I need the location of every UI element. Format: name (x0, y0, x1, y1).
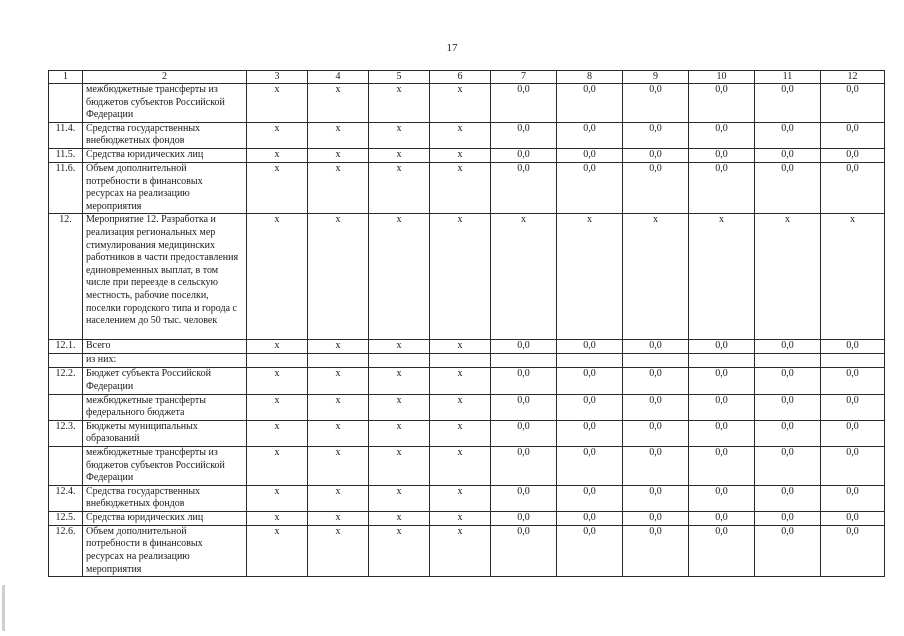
table-cell: 0,0 (557, 162, 623, 213)
scan-edge-mark (2, 585, 5, 631)
row-description: Бюджеты муниципальных образований (83, 420, 247, 446)
table-row (49, 446, 885, 485)
table-row (49, 525, 885, 576)
table-cell: x (491, 214, 557, 340)
table-cell: x (369, 485, 430, 511)
row-number (49, 354, 83, 368)
table-cell: x (369, 511, 430, 525)
table-cell: 0,0 (557, 340, 623, 354)
table-cell: x (369, 394, 430, 420)
table-cell: x (247, 340, 308, 354)
table-cell: 0,0 (491, 122, 557, 148)
table-cell: x (308, 340, 369, 354)
table-cell (623, 354, 689, 368)
table-cell: x (430, 148, 491, 162)
row-description: Средства юридических лиц (83, 148, 247, 162)
table-cell: x (369, 122, 430, 148)
table-cell: 0,0 (491, 485, 557, 511)
table-cell: 0,0 (755, 368, 821, 394)
table-cell: 0,0 (557, 394, 623, 420)
table-row (49, 368, 885, 394)
table-cell: x (430, 162, 491, 213)
table-cell: 0,0 (623, 525, 689, 576)
table-cell: x (308, 368, 369, 394)
table-cell: x (308, 485, 369, 511)
table-row (49, 485, 885, 511)
row-description: Средства государственных внебюджетных фондов (83, 122, 247, 148)
table-cell: 0,0 (755, 420, 821, 446)
table-cell: x (247, 214, 308, 340)
table-cell: x (430, 485, 491, 511)
row-number: 12.6. (49, 525, 83, 576)
page-number: 17 (446, 42, 458, 54)
table-cell: 0,0 (491, 446, 557, 485)
table-cell (557, 354, 623, 368)
row-number: 12.3. (49, 420, 83, 446)
table-cell: 0,0 (491, 511, 557, 525)
table-cell: 0,0 (557, 525, 623, 576)
table-cell: 0,0 (623, 511, 689, 525)
table-cell: x (430, 525, 491, 576)
table-cell: 0,0 (821, 511, 885, 525)
table-cell: 0,0 (689, 340, 755, 354)
table-cell: 0,0 (689, 148, 755, 162)
column-header: 6 (430, 71, 491, 84)
table-cell: 0,0 (755, 511, 821, 525)
table-cell: 0,0 (821, 368, 885, 394)
row-number: 11.5. (49, 148, 83, 162)
table-cell: 0,0 (557, 485, 623, 511)
table-cell: 0,0 (623, 162, 689, 213)
table-cell: 0,0 (821, 446, 885, 485)
table-cell: 0,0 (491, 148, 557, 162)
table-cell (369, 354, 430, 368)
table-cell: x (247, 485, 308, 511)
table-cell: x (247, 162, 308, 213)
table-cell (247, 354, 308, 368)
table-cell: x (247, 420, 308, 446)
table-cell: 0,0 (491, 368, 557, 394)
column-header: 9 (623, 71, 689, 84)
row-description: Всего (83, 340, 247, 354)
table-cell: 0,0 (689, 420, 755, 446)
table-row (49, 84, 885, 123)
table-row (49, 340, 885, 354)
table-cell: 0,0 (755, 148, 821, 162)
table-cell: 0,0 (557, 122, 623, 148)
budget-table (48, 70, 885, 577)
table-cell: x (623, 214, 689, 340)
table-cell: 0,0 (491, 84, 557, 123)
table-cell: 0,0 (689, 485, 755, 511)
table-cell: 0,0 (689, 368, 755, 394)
table-cell: 0,0 (689, 394, 755, 420)
table-cell: x (308, 162, 369, 213)
table-cell: 0,0 (755, 394, 821, 420)
table-cell: 0,0 (623, 446, 689, 485)
table-cell: 0,0 (557, 511, 623, 525)
table-cell (308, 354, 369, 368)
table-cell: x (430, 446, 491, 485)
row-description: Мероприятие 12. Разработка и реализация региональных мер стимулирования медицинских работников в части предоставления единовременных выплат, в том числе при переезде в сельскую местность, рабочие поселки, поселки городского типа и города с населением до 50 тыс. человек (83, 214, 247, 340)
table-cell (821, 354, 885, 368)
table-cell: 0,0 (491, 162, 557, 213)
table-cell: x (430, 368, 491, 394)
table-cell: 0,0 (821, 162, 885, 213)
table-cell (430, 354, 491, 368)
table-cell: x (308, 511, 369, 525)
table-cell: x (247, 148, 308, 162)
column-header: 10 (689, 71, 755, 84)
table-cell: 0,0 (821, 525, 885, 576)
table-cell: 0,0 (821, 485, 885, 511)
table-cell: 0,0 (689, 84, 755, 123)
row-number: 11.4. (49, 122, 83, 148)
table-cell: 0,0 (755, 340, 821, 354)
table-row (49, 162, 885, 213)
table-cell: x (247, 368, 308, 394)
row-number: 12.4. (49, 485, 83, 511)
column-header: 5 (369, 71, 430, 84)
table-cell: x (369, 340, 430, 354)
table-cell: x (430, 420, 491, 446)
table-cell: x (821, 214, 885, 340)
row-number: 12.1. (49, 340, 83, 354)
column-header: 11 (755, 71, 821, 84)
table-cell: 0,0 (755, 525, 821, 576)
table-cell (491, 354, 557, 368)
table-cell: x (369, 162, 430, 213)
row-number (49, 394, 83, 420)
row-description: Средства юридических лиц (83, 511, 247, 525)
table-cell: x (430, 214, 491, 340)
table-cell: x (247, 122, 308, 148)
table-cell: x (430, 511, 491, 525)
row-description: Бюджет субъекта Российской Федерации (83, 368, 247, 394)
table-cell: 0,0 (557, 148, 623, 162)
table-cell: 0,0 (755, 84, 821, 123)
table-cell: x (247, 446, 308, 485)
row-number: 12.2. (49, 368, 83, 394)
table-cell: x (430, 340, 491, 354)
table-cell: 0,0 (623, 394, 689, 420)
table-row (49, 122, 885, 148)
table-cell: x (557, 214, 623, 340)
table-cell: x (308, 525, 369, 576)
table-cell: x (369, 148, 430, 162)
row-description: Средства государственных внебюджетных фондов (83, 485, 247, 511)
row-description: межбюджетные трансферты из бюджетов субъектов Российской Федерации (83, 84, 247, 123)
table-cell: x (430, 84, 491, 123)
table-cell: 0,0 (623, 368, 689, 394)
table-cell: 0,0 (755, 162, 821, 213)
row-number: 12.5. (49, 511, 83, 525)
table-row (49, 354, 885, 368)
table-cell: x (247, 84, 308, 123)
table-cell (755, 354, 821, 368)
table-cell: x (308, 148, 369, 162)
table-cell: 0,0 (557, 420, 623, 446)
column-header: 7 (491, 71, 557, 84)
table-cell: 0,0 (821, 84, 885, 123)
table-cell: 0,0 (689, 446, 755, 485)
table-cell: x (247, 525, 308, 576)
table-cell: 0,0 (821, 420, 885, 446)
column-header: 2 (83, 71, 247, 84)
table-cell: 0,0 (821, 340, 885, 354)
row-description: Объем дополнительной потребности в финансовых ресурсах на реализацию мероприятия (83, 162, 247, 213)
row-description: межбюджетные трансферты из бюджетов субъектов Российской Федерации (83, 446, 247, 485)
table-row (49, 394, 885, 420)
table-cell: x (247, 511, 308, 525)
table-cell: 0,0 (755, 485, 821, 511)
table-cell: 0,0 (557, 368, 623, 394)
table-cell: x (369, 420, 430, 446)
table-cell: 0,0 (491, 420, 557, 446)
table-cell: 0,0 (491, 394, 557, 420)
table-cell: 0,0 (557, 84, 623, 123)
row-number (49, 446, 83, 485)
row-description: межбюджетные трансферты федерального бюджета (83, 394, 247, 420)
table-cell: x (430, 394, 491, 420)
table-cell: x (430, 122, 491, 148)
table-cell: 0,0 (623, 122, 689, 148)
table-cell: x (369, 525, 430, 576)
row-number: 12. (49, 214, 83, 340)
table-cell: x (369, 446, 430, 485)
table-row (49, 511, 885, 525)
table-cell: 0,0 (755, 446, 821, 485)
table-cell: 0,0 (821, 394, 885, 420)
table-cell: x (308, 420, 369, 446)
table-cell: 0,0 (689, 162, 755, 213)
column-header: 8 (557, 71, 623, 84)
table-row (49, 148, 885, 162)
table-cell: 0,0 (623, 340, 689, 354)
table-cell: 0,0 (557, 446, 623, 485)
table-cell: x (689, 214, 755, 340)
table-cell: 0,0 (821, 122, 885, 148)
table-cell: x (308, 394, 369, 420)
table-cell: x (247, 394, 308, 420)
table-cell: 0,0 (689, 511, 755, 525)
table-cell: x (308, 214, 369, 340)
row-description: из них: (83, 354, 247, 368)
table-cell: 0,0 (491, 340, 557, 354)
row-number: 11.6. (49, 162, 83, 213)
table-cell: 0,0 (755, 122, 821, 148)
table-cell: 0,0 (821, 148, 885, 162)
column-number-row (49, 71, 885, 84)
table-cell: x (369, 84, 430, 123)
column-header: 1 (49, 71, 83, 84)
table-row (49, 214, 885, 340)
table-cell: 0,0 (689, 122, 755, 148)
table-cell: x (369, 214, 430, 340)
table-cell: 0,0 (623, 148, 689, 162)
table-cell: x (308, 122, 369, 148)
table-cell: 0,0 (623, 84, 689, 123)
table-cell: 0,0 (491, 525, 557, 576)
table-cell: 0,0 (689, 525, 755, 576)
table-cell: 0,0 (623, 420, 689, 446)
table-cell (689, 354, 755, 368)
column-header: 12 (821, 71, 885, 84)
table-cell: x (369, 368, 430, 394)
table-cell: x (308, 84, 369, 123)
column-header: 4 (308, 71, 369, 84)
table-row (49, 420, 885, 446)
column-header: 3 (247, 71, 308, 84)
row-number (49, 84, 83, 123)
row-description: Объем дополнительной потребности в финансовых ресурсах на реализацию мероприятия (83, 525, 247, 576)
table-cell: 0,0 (623, 485, 689, 511)
table-cell: x (755, 214, 821, 340)
table-cell: x (308, 446, 369, 485)
